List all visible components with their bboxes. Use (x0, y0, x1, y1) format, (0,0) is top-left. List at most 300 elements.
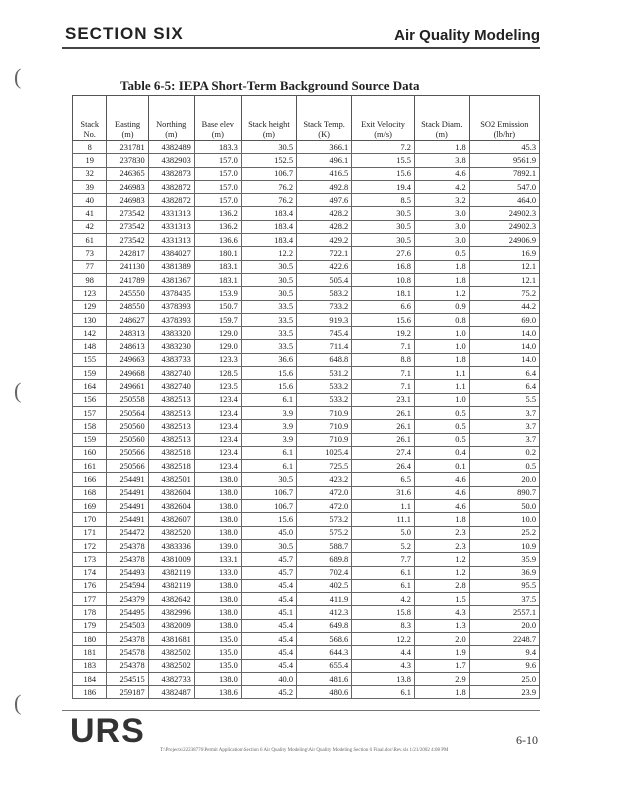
table-cell: 242817 (107, 247, 148, 260)
table-cell: 123.5 (194, 380, 241, 393)
table-cell: 160 (73, 446, 107, 459)
table-cell: 689.8 (297, 553, 352, 566)
table-cell: 4382009 (148, 619, 194, 632)
table-cell: 254491 (107, 486, 148, 499)
table-cell: 6.1 (241, 393, 296, 406)
table-cell: 3.7 (469, 420, 539, 433)
table-cell: 139.0 (194, 539, 241, 552)
table-cell: 4382119 (148, 579, 194, 592)
table-cell: 170 (73, 513, 107, 526)
table-row (73, 526, 540, 539)
table-cell: 30.5 (352, 220, 415, 233)
table-cell: 4.6 (414, 486, 469, 499)
table-cell: 11.1 (352, 513, 415, 526)
table-cell: 183.1 (194, 273, 241, 286)
table-cell: 249663 (107, 353, 148, 366)
table-cell: 711.4 (297, 340, 352, 353)
table-cell: 180.1 (194, 247, 241, 260)
table-cell: 0.5 (469, 460, 539, 473)
table-cell: 0.2 (469, 446, 539, 459)
table-row (73, 207, 540, 220)
table-cell: 1.0 (414, 393, 469, 406)
table-cell: 30.5 (241, 287, 296, 300)
table-row (73, 340, 540, 353)
table-cell: 15.6 (352, 167, 415, 180)
table-cell: 12.2 (241, 247, 296, 260)
table-cell: 148 (73, 340, 107, 353)
table-cell: 157 (73, 406, 107, 419)
table-cell: 166 (73, 473, 107, 486)
table-cell: 138.0 (194, 486, 241, 499)
table-cell: 254594 (107, 579, 148, 592)
source-data-table (72, 95, 540, 699)
column-header: Stack Diam. (m) (414, 96, 469, 141)
table-cell: 0.1 (414, 460, 469, 473)
table-cell: 8 (73, 141, 107, 154)
table-cell: 181 (73, 646, 107, 659)
table-cell: 184 (73, 672, 107, 685)
table-cell: 3.8 (414, 154, 469, 167)
table-cell: 45.4 (241, 632, 296, 645)
table-cell: 1.8 (414, 513, 469, 526)
table-cell: 254379 (107, 593, 148, 606)
table-cell: 1.5 (414, 593, 469, 606)
table-cell: 4382518 (148, 460, 194, 473)
table-cell: 250558 (107, 393, 148, 406)
table-cell: 24902.3 (469, 207, 539, 220)
table-cell: 583.2 (297, 287, 352, 300)
table-cell: 472.0 (297, 486, 352, 499)
table-cell: 133.1 (194, 553, 241, 566)
table-cell: 183.4 (241, 234, 296, 247)
table-cell: 1.7 (414, 659, 469, 672)
table-cell: 4.2 (352, 593, 415, 606)
table-cell: 588.7 (297, 539, 352, 552)
table-cell: 273542 (107, 234, 148, 247)
table-row (73, 167, 540, 180)
table-cell: 710.9 (297, 420, 352, 433)
table-cell: 4382604 (148, 486, 194, 499)
table-cell: 138.6 (194, 686, 241, 699)
table-cell: 1.1 (414, 380, 469, 393)
table-cell: 7.1 (352, 340, 415, 353)
table-cell: 480.6 (297, 686, 352, 699)
table-row (73, 500, 540, 513)
table-cell: 273542 (107, 220, 148, 233)
table-cell: 32 (73, 167, 107, 180)
urs-logo: URS (70, 712, 145, 750)
table-cell: 366.1 (297, 141, 352, 154)
table-cell: 45.1 (241, 606, 296, 619)
table-cell: 496.1 (297, 154, 352, 167)
table-row (73, 247, 540, 260)
table-cell: 254491 (107, 500, 148, 513)
table-cell: 4.3 (352, 659, 415, 672)
table-cell: 123.3 (194, 353, 241, 366)
table-cell: 250560 (107, 433, 148, 446)
table-cell: 745.4 (297, 327, 352, 340)
table-cell: 61 (73, 234, 107, 247)
table-cell: 136.6 (194, 234, 241, 247)
table-cell: 45.4 (241, 579, 296, 592)
table-cell: 1.1 (414, 367, 469, 380)
table-cell: 123.4 (194, 393, 241, 406)
table-cell: 106.7 (241, 500, 296, 513)
table-cell: 76.2 (241, 194, 296, 207)
table-row (73, 406, 540, 419)
table-cell: 254378 (107, 659, 148, 672)
table-cell: 6.6 (352, 300, 415, 313)
table-cell: 4382872 (148, 180, 194, 193)
table-cell: 250564 (107, 406, 148, 419)
table-cell: 6.1 (352, 566, 415, 579)
table-cell: 4382501 (148, 473, 194, 486)
table-cell: 273542 (107, 207, 148, 220)
table-cell: 138.0 (194, 606, 241, 619)
table-cell: 428.2 (297, 220, 352, 233)
table-cell: 250560 (107, 420, 148, 433)
table-cell: 138.0 (194, 672, 241, 685)
table-cell: 169 (73, 500, 107, 513)
table-cell: 135.0 (194, 659, 241, 672)
table-cell: 41 (73, 207, 107, 220)
table-cell: 129.0 (194, 327, 241, 340)
table-cell: 0.5 (414, 247, 469, 260)
table-cell: 1025.4 (297, 446, 352, 459)
table-cell: 27.6 (352, 247, 415, 260)
table-cell: 177 (73, 593, 107, 606)
table-cell: 4382903 (148, 154, 194, 167)
table-cell: 4.6 (414, 500, 469, 513)
table-cell: 179 (73, 619, 107, 632)
file-path: T:\Projects\22238776\Permit Application\Section 6 Air Quality Modeling\Air Quality Modeling Section 6 Final.doc\Rev.xls 1/21/2002 4:08 PM (160, 748, 449, 753)
table-cell: 3.9 (241, 406, 296, 419)
table-cell: 30.5 (352, 207, 415, 220)
table-row (73, 327, 540, 340)
table-cell: 152.5 (241, 154, 296, 167)
column-header: Easting (m) (107, 96, 148, 141)
table-cell: 30.5 (241, 141, 296, 154)
table-cell: 10.0 (469, 513, 539, 526)
table-cell: 19.4 (352, 180, 415, 193)
table-cell: 254503 (107, 619, 148, 632)
column-header: Stack Temp. (K) (297, 96, 352, 141)
table-cell: 2.3 (414, 539, 469, 552)
table-cell: 497.6 (297, 194, 352, 207)
table-cell: 4.6 (414, 167, 469, 180)
table-cell: 7.7 (352, 553, 415, 566)
table-cell: 6.1 (352, 579, 415, 592)
column-header: Stack height (m) (241, 96, 296, 141)
table-row (73, 659, 540, 672)
table-cell: 136.2 (194, 220, 241, 233)
table-cell: 129 (73, 300, 107, 313)
table-cell: 26.4 (352, 460, 415, 473)
table-cell: 4382996 (148, 606, 194, 619)
table-cell: 4382518 (148, 446, 194, 459)
table-cell: 178 (73, 606, 107, 619)
table-cell: 12.2 (352, 632, 415, 645)
table-cell: 4378393 (148, 313, 194, 326)
table-cell: 20.0 (469, 619, 539, 632)
table-cell: 50.0 (469, 500, 539, 513)
table-cell: 505.4 (297, 273, 352, 286)
table-cell: 138.0 (194, 619, 241, 632)
table-cell: 8.3 (352, 619, 415, 632)
table-cell: 95.5 (469, 579, 539, 592)
table-row (73, 460, 540, 473)
table-cell: 4382873 (148, 167, 194, 180)
table-cell: 0.5 (414, 420, 469, 433)
table-cell: 245550 (107, 287, 148, 300)
table-row (73, 353, 540, 366)
table-cell: 186 (73, 686, 107, 699)
table-cell: 254378 (107, 553, 148, 566)
binder-hole-mark: ( (14, 64, 22, 89)
table-cell: 1.0 (414, 340, 469, 353)
table-cell: 412.3 (297, 606, 352, 619)
table-body (73, 141, 540, 699)
table-cell: 98 (73, 273, 107, 286)
table-cell: 19 (73, 154, 107, 167)
table-cell: 183.1 (194, 260, 241, 273)
table-cell: 4383733 (148, 353, 194, 366)
table-cell: 254378 (107, 539, 148, 552)
table-cell: 1.8 (414, 686, 469, 699)
table-cell: 1.9 (414, 646, 469, 659)
table-cell: 123.4 (194, 433, 241, 446)
table-cell: 4382740 (148, 380, 194, 393)
table-cell: 130 (73, 313, 107, 326)
table-cell: 5.5 (469, 393, 539, 406)
table-cell: 4331313 (148, 207, 194, 220)
table-cell: 4382119 (148, 566, 194, 579)
table-cell: 136.2 (194, 207, 241, 220)
table-cell: 40.0 (241, 672, 296, 685)
table-cell: 416.5 (297, 167, 352, 180)
table-cell: 157.0 (194, 167, 241, 180)
page-number: 6-10 (516, 733, 538, 747)
table-row (73, 380, 540, 393)
table-row (73, 593, 540, 606)
table-cell: 138.0 (194, 473, 241, 486)
table-cell: 30.5 (241, 260, 296, 273)
table-cell: 15.5 (352, 154, 415, 167)
table-cell: 14.0 (469, 327, 539, 340)
table-cell: 9561.9 (469, 154, 539, 167)
table-cell: 30.5 (241, 273, 296, 286)
table-cell: 155 (73, 353, 107, 366)
table-cell: 26.1 (352, 420, 415, 433)
table-cell: 133.0 (194, 566, 241, 579)
column-header: Exit Velocity (m/s) (352, 96, 415, 141)
table-cell: 123.4 (194, 420, 241, 433)
table-cell: 710.9 (297, 433, 352, 446)
table-cell: 26.1 (352, 406, 415, 419)
table-cell: 171 (73, 526, 107, 539)
table-cell: 35.9 (469, 553, 539, 566)
table-cell: 250566 (107, 460, 148, 473)
table-cell: 159.7 (194, 313, 241, 326)
table-cell: 15.8 (352, 606, 415, 619)
table-cell: 128.5 (194, 367, 241, 380)
table-cell: 30.5 (352, 234, 415, 247)
table-cell: 10.8 (352, 273, 415, 286)
table-cell: 173 (73, 553, 107, 566)
table-cell: 246365 (107, 167, 148, 180)
table-row (73, 300, 540, 313)
table-row (73, 473, 540, 486)
table-cell: 8.5 (352, 194, 415, 207)
table-cell: 533.2 (297, 380, 352, 393)
column-header: Base elev (m) (194, 96, 241, 141)
table-cell: 4384027 (148, 247, 194, 260)
table-cell: 4381367 (148, 273, 194, 286)
table-cell: 7.1 (352, 367, 415, 380)
table-cell: 248627 (107, 313, 148, 326)
table-cell: 138.0 (194, 579, 241, 592)
table-cell: 142 (73, 327, 107, 340)
table-row (73, 686, 540, 699)
table-cell: 157.0 (194, 180, 241, 193)
table-cell: 15.6 (241, 367, 296, 380)
table-cell: 402.5 (297, 579, 352, 592)
table-cell: 4.3 (414, 606, 469, 619)
table-cell: 183.4 (241, 220, 296, 233)
table-row (73, 486, 540, 499)
table-cell: 246983 (107, 194, 148, 207)
table-cell: 4382513 (148, 420, 194, 433)
table-cell: 4331313 (148, 220, 194, 233)
table-cell: 733.2 (297, 300, 352, 313)
table-cell: 183 (73, 659, 107, 672)
table-cell: 45.7 (241, 566, 296, 579)
column-header: Northing (m) (148, 96, 194, 141)
table-row (73, 180, 540, 193)
table-cell: 161 (73, 460, 107, 473)
table-cell: 164 (73, 380, 107, 393)
table-cell: 249661 (107, 380, 148, 393)
table-cell: 18.1 (352, 287, 415, 300)
table-cell: 183.4 (241, 207, 296, 220)
table-cell: 254495 (107, 606, 148, 619)
table-cell: 25.2 (469, 526, 539, 539)
table-cell: 76.2 (241, 180, 296, 193)
table-cell: 0.8 (414, 313, 469, 326)
table-cell: 644.3 (297, 646, 352, 659)
table-cell: 3.7 (469, 433, 539, 446)
table-row (73, 367, 540, 380)
binder-hole-mark: ( (14, 378, 22, 403)
table-cell: 6.1 (241, 460, 296, 473)
table-cell: 919.3 (297, 313, 352, 326)
table-cell: 4.2 (414, 180, 469, 193)
table-cell: 472.0 (297, 500, 352, 513)
table-cell: 3.0 (414, 207, 469, 220)
table-cell: 0.4 (414, 446, 469, 459)
table-cell: 464.0 (469, 194, 539, 207)
table-cell: 75.2 (469, 287, 539, 300)
table-cell: 725.5 (297, 460, 352, 473)
table-cell: 4382642 (148, 593, 194, 606)
table-cell: 15.6 (352, 313, 415, 326)
table-cell: 1.1 (352, 500, 415, 513)
table-cell: 4383336 (148, 539, 194, 552)
table-cell: 4383230 (148, 340, 194, 353)
table-cell: 37.5 (469, 593, 539, 606)
table-cell: 4382502 (148, 646, 194, 659)
table-cell: 123.4 (194, 406, 241, 419)
table-cell: 422.6 (297, 260, 352, 273)
table-cell: 9.4 (469, 646, 539, 659)
table-cell: 138.0 (194, 593, 241, 606)
table-cell: 73 (73, 247, 107, 260)
table-cell: 23.1 (352, 393, 415, 406)
table-cell: 248613 (107, 340, 148, 353)
table-cell: 45.2 (241, 686, 296, 699)
table-cell: 0.9 (414, 300, 469, 313)
table-cell: 231781 (107, 141, 148, 154)
table-cell: 150.7 (194, 300, 241, 313)
table-cell: 123 (73, 287, 107, 300)
table-cell: 14.0 (469, 340, 539, 353)
table-cell: 1.0 (414, 327, 469, 340)
table-cell: 168 (73, 486, 107, 499)
table-cell: 4382872 (148, 194, 194, 207)
table-cell: 4382604 (148, 500, 194, 513)
table-row (73, 566, 540, 579)
table-cell: 254378 (107, 632, 148, 645)
table-cell: 248313 (107, 327, 148, 340)
table-cell: 8.8 (352, 353, 415, 366)
table-cell: 249668 (107, 367, 148, 380)
table-cell: 39 (73, 180, 107, 193)
table-cell: 172 (73, 539, 107, 552)
header-rule (62, 47, 540, 49)
table-cell: 568.6 (297, 632, 352, 645)
table-cell: 159 (73, 433, 107, 446)
table-cell: 15.6 (241, 380, 296, 393)
table-row (73, 194, 540, 207)
table-cell: 250566 (107, 446, 148, 459)
table-cell: 533.2 (297, 393, 352, 406)
table-row (73, 273, 540, 286)
table-cell: 45.4 (241, 619, 296, 632)
table-row (73, 234, 540, 247)
table-cell: 4382489 (148, 141, 194, 154)
table-cell: 4382502 (148, 659, 194, 672)
table-cell: 69.0 (469, 313, 539, 326)
table-cell: 248550 (107, 300, 148, 313)
table-cell: 14.0 (469, 353, 539, 366)
table-cell: 2.9 (414, 672, 469, 685)
table-title: Table 6-5: IEPA Short-Term Background Source Data (120, 78, 420, 93)
table-cell: 428.2 (297, 207, 352, 220)
table-cell: 138.0 (194, 526, 241, 539)
table-cell: 2.0 (414, 632, 469, 645)
table-cell: 573.2 (297, 513, 352, 526)
table-cell: 138.0 (194, 513, 241, 526)
table-cell: 4382607 (148, 513, 194, 526)
table-cell: 246983 (107, 180, 148, 193)
table-cell: 6.5 (352, 473, 415, 486)
table-cell: 2.8 (414, 579, 469, 592)
table-cell: 138.0 (194, 500, 241, 513)
table-cell: 7.1 (352, 380, 415, 393)
table-cell: 45.0 (241, 526, 296, 539)
table-cell: 531.2 (297, 367, 352, 380)
table-cell: 135.0 (194, 632, 241, 645)
